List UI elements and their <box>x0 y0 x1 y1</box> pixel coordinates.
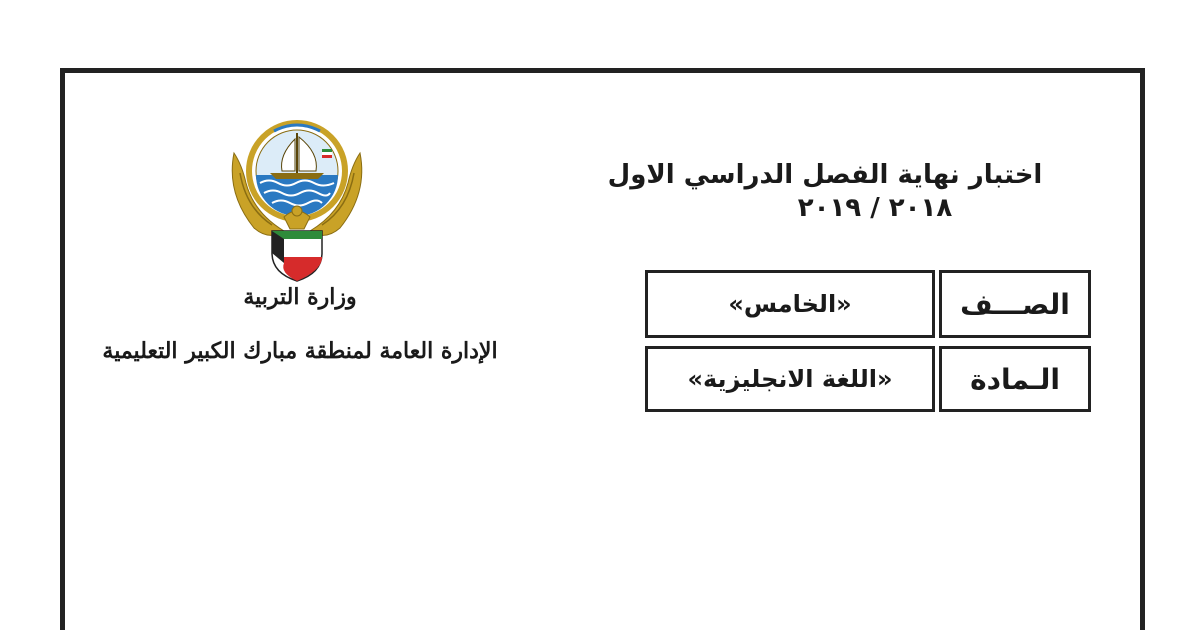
grade-label-cell <box>939 270 1091 338</box>
exam-year: ٢٠١٨ / ٢٠١٩ <box>797 193 953 223</box>
district-name: الإدارة العامة لمنطقة مبارك الكبير التعليمية <box>102 338 498 364</box>
subject-label-cell <box>939 346 1091 412</box>
ministry-name: وزارة التربية <box>243 284 357 310</box>
subject-value: «اللغة الانجليزية» <box>687 365 893 393</box>
subject-value-cell <box>645 346 935 412</box>
grade-value-cell <box>645 270 935 338</box>
grade-label: الصـــف <box>960 287 1070 321</box>
grade-value: «الخامس» <box>728 290 852 318</box>
subject-label: الـمادة <box>970 362 1060 396</box>
exam-title: اختبار نهاية الفصل الدراسي الاول <box>607 160 1043 190</box>
kuwait-emblem-icon <box>224 113 370 283</box>
